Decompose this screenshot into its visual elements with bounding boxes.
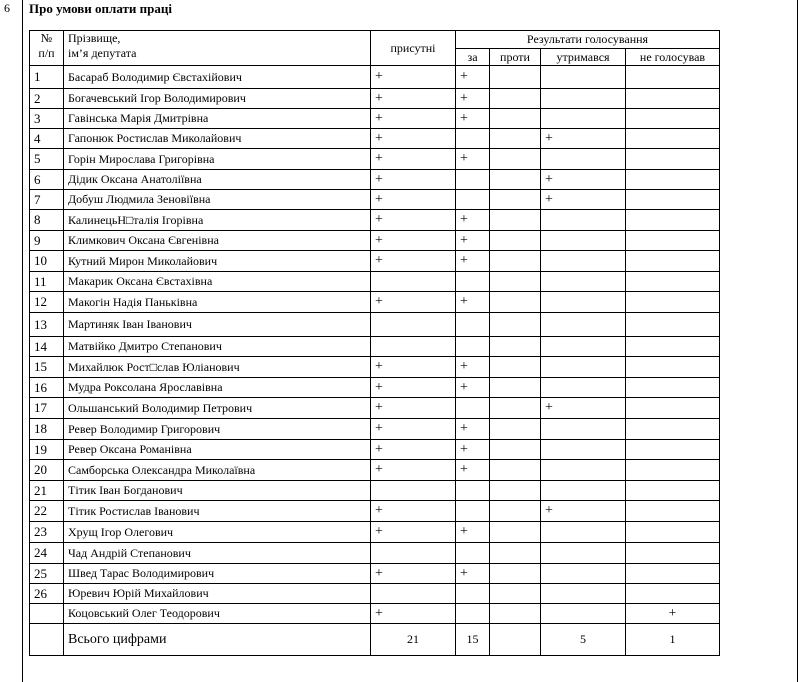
voting-results-table (29, 30, 720, 656)
vote-ne-mark (626, 564, 720, 584)
vote-ne-mark (626, 584, 720, 604)
present-mark: + (371, 398, 456, 419)
table-row (30, 190, 720, 210)
present-mark (371, 337, 456, 357)
table-row (30, 337, 720, 357)
vote-proti-mark (490, 604, 541, 624)
vote-utr-mark (541, 419, 626, 440)
totals-za: 15 (456, 624, 490, 656)
vote-za-mark (456, 501, 490, 522)
header-name-line2: ім’я депутата (68, 46, 137, 60)
vote-ne-mark (626, 66, 720, 89)
present-mark: + (371, 357, 456, 378)
deputy-name: Тітик Ростислав Іванович (64, 501, 371, 522)
vote-ne-mark (626, 501, 720, 522)
vote-ne-mark (626, 292, 720, 313)
row-number: 22 (30, 501, 64, 522)
vote-za-mark (456, 190, 490, 210)
deputy-name: Кутний Мирон Миколайович (64, 251, 371, 272)
vote-ne-mark (626, 337, 720, 357)
vote-za-mark (456, 129, 490, 149)
vote-utr-mark (541, 564, 626, 584)
table-row (30, 501, 720, 522)
row-number: 1 (30, 66, 64, 89)
deputy-name: Гавінська Марія Дмитрівна (64, 109, 371, 129)
table-row (30, 272, 720, 292)
vote-ne-mark (626, 231, 720, 251)
header-proti: проти (490, 49, 541, 66)
vote-ne-mark (626, 129, 720, 149)
vote-proti-mark (490, 460, 541, 481)
row-number: 5 (30, 149, 64, 170)
vote-proti-mark (490, 337, 541, 357)
deputy-name: Мартиняк Іван Іванович (64, 313, 371, 337)
vote-proti-mark (490, 398, 541, 419)
row-number: 14 (30, 337, 64, 357)
vote-utr-mark (541, 584, 626, 604)
row-number: 2 (30, 89, 64, 109)
row-number (30, 604, 64, 624)
row-number: 10 (30, 251, 64, 272)
table-row (30, 89, 720, 109)
vote-ne-mark (626, 190, 720, 210)
row-number: 3 (30, 109, 64, 129)
totals-present: 21 (371, 624, 456, 656)
vote-proti-mark (490, 210, 541, 231)
vote-ne-mark (626, 170, 720, 190)
vote-za-mark (456, 481, 490, 501)
header-ne: не голосував (626, 49, 720, 66)
vote-za-mark: + (456, 522, 490, 543)
deputy-name: Дідик Оксана Анатоліївна (64, 170, 371, 190)
deputy-name: Тітик Іван Богданович (64, 481, 371, 501)
vote-utr-mark (541, 66, 626, 89)
deputy-name: Макогін Надія Паньківна (64, 292, 371, 313)
vote-za-mark: + (456, 231, 490, 251)
present-mark: + (371, 419, 456, 440)
vote-za-mark (456, 604, 490, 624)
header-name (64, 31, 371, 66)
table-row (30, 109, 720, 129)
row-number: 13 (30, 313, 64, 337)
totals-num (30, 624, 64, 656)
vote-utr-mark (541, 337, 626, 357)
vote-utr-mark (541, 357, 626, 378)
present-mark (371, 313, 456, 337)
table-row (30, 543, 720, 564)
present-mark: + (371, 109, 456, 129)
vote-za-mark: + (456, 89, 490, 109)
vote-proti-mark (490, 378, 541, 398)
vote-utr-mark (541, 109, 626, 129)
table-row (30, 66, 720, 89)
table-row (30, 398, 720, 419)
deputy-name: Самборська Олександра Миколаївна (64, 460, 371, 481)
vote-za-mark: + (456, 357, 490, 378)
deputy-name: Швед Тарас Володимирович (64, 564, 371, 584)
header-present: присутні (371, 31, 456, 66)
section-title: Про умови оплати праці (29, 1, 172, 16)
vote-utr-mark: + (541, 170, 626, 190)
row-number: 21 (30, 481, 64, 501)
present-mark: + (371, 66, 456, 89)
vote-utr-mark (541, 272, 626, 292)
deputy-name: Юревич Юрій Михайлович (64, 584, 371, 604)
row-number: 4 (30, 129, 64, 149)
header-num-line1: № (40, 31, 53, 45)
vote-proti-mark (490, 272, 541, 292)
deputy-name: Мудра Роксолана Ярославівна (64, 378, 371, 398)
totals-row (30, 624, 720, 656)
vote-ne-mark (626, 357, 720, 378)
table-row (30, 584, 720, 604)
table-row (30, 564, 720, 584)
vote-za-mark (456, 170, 490, 190)
vote-proti-mark (490, 522, 541, 543)
vote-utr-mark (541, 378, 626, 398)
present-mark (371, 272, 456, 292)
vote-proti-mark (490, 419, 541, 440)
deputy-name: Климкович Оксана Євгенівна (64, 231, 371, 251)
vote-utr-mark (541, 460, 626, 481)
vote-ne-mark (626, 543, 720, 564)
vote-utr-mark: + (541, 190, 626, 210)
deputy-name: Горін Мирослава Григорівна (64, 149, 371, 170)
vote-proti-mark (490, 231, 541, 251)
vote-proti-mark (490, 501, 541, 522)
header-number (30, 31, 64, 66)
table-row (30, 149, 720, 170)
present-mark: + (371, 564, 456, 584)
vote-proti-mark (490, 292, 541, 313)
vote-za-mark: + (456, 251, 490, 272)
deputy-name: Ревер Оксана Романівна (64, 440, 371, 460)
vote-ne-mark (626, 419, 720, 440)
vote-utr-mark (541, 149, 626, 170)
table-row (30, 292, 720, 313)
vote-za-mark: + (456, 292, 490, 313)
totals-proti (490, 624, 541, 656)
vote-utr-mark (541, 543, 626, 564)
vote-proti-mark (490, 129, 541, 149)
header-num-line2: п/п (38, 46, 55, 60)
vote-ne-mark (626, 481, 720, 501)
present-mark: + (371, 501, 456, 522)
table-row (30, 378, 720, 398)
present-mark: + (371, 460, 456, 481)
vote-za-mark: + (456, 66, 490, 89)
table-row (30, 604, 720, 624)
row-number: 19 (30, 440, 64, 460)
vote-ne-mark (626, 251, 720, 272)
table-row (30, 357, 720, 378)
vote-za-mark (456, 398, 490, 419)
vote-proti-mark (490, 109, 541, 129)
vote-utr-mark (541, 231, 626, 251)
present-mark: + (371, 149, 456, 170)
vote-proti-mark (490, 89, 541, 109)
vote-utr-mark (541, 313, 626, 337)
vote-proti-mark (490, 357, 541, 378)
header-utr: утримався (541, 49, 626, 66)
vote-za-mark: + (456, 440, 490, 460)
row-number: 15 (30, 357, 64, 378)
item-number: 6 (4, 1, 10, 15)
vote-za-mark (456, 584, 490, 604)
row-number: 24 (30, 543, 64, 564)
table-body (30, 66, 720, 624)
vote-proti-mark (490, 564, 541, 584)
table-row (30, 460, 720, 481)
vote-za-mark: + (456, 109, 490, 129)
present-mark (371, 481, 456, 501)
vote-proti-mark (490, 170, 541, 190)
present-mark (371, 543, 456, 564)
row-number: 12 (30, 292, 64, 313)
deputy-name: Коцовський Олег Теодорович (64, 604, 371, 624)
row-number: 9 (30, 231, 64, 251)
table-row (30, 522, 720, 543)
vote-ne-mark (626, 109, 720, 129)
row-number: 17 (30, 398, 64, 419)
row-number: 16 (30, 378, 64, 398)
table-row (30, 440, 720, 460)
vote-utr-mark (541, 210, 626, 231)
vote-za-mark: + (456, 460, 490, 481)
row-number: 7 (30, 190, 64, 210)
deputy-name: Михайлюк Рост□слав Юліанович (64, 357, 371, 378)
deputy-name: Ольшанський Володимир Петрович (64, 398, 371, 419)
present-mark: + (371, 89, 456, 109)
present-mark: + (371, 170, 456, 190)
deputy-name: Ревер Володимир Григорович (64, 419, 371, 440)
deputy-name: Хрущ Ігор Олегович (64, 522, 371, 543)
present-mark: + (371, 129, 456, 149)
row-number: 20 (30, 460, 64, 481)
vote-za-mark: + (456, 149, 490, 170)
vote-utr-mark: + (541, 501, 626, 522)
deputy-name: Басараб Володимир Євстахійович (64, 66, 371, 89)
vote-za-mark: + (456, 564, 490, 584)
vote-za-mark (456, 272, 490, 292)
deputy-name: Богачевський Ігор Володимирович (64, 89, 371, 109)
header-za: за (456, 49, 490, 66)
present-mark: + (371, 251, 456, 272)
vote-za-mark (456, 313, 490, 337)
vote-ne-mark (626, 440, 720, 460)
deputy-name: КалинецьН□талія Ігорівна (64, 210, 371, 231)
vote-proti-mark (490, 251, 541, 272)
deputy-name: Добуш Людмила Зеновіївна (64, 190, 371, 210)
table-row (30, 419, 720, 440)
table-row (30, 481, 720, 501)
vote-proti-mark (490, 481, 541, 501)
vote-za-mark: + (456, 210, 490, 231)
vote-ne-mark (626, 398, 720, 419)
vote-ne-mark (626, 210, 720, 231)
vote-utr-mark (541, 89, 626, 109)
row-number: 18 (30, 419, 64, 440)
table-row (30, 210, 720, 231)
vote-proti-mark (490, 543, 541, 564)
table-row (30, 251, 720, 272)
header-name-line1: Прізвище, (68, 31, 121, 45)
vote-utr-mark (541, 251, 626, 272)
vote-ne-mark (626, 149, 720, 170)
row-number: 6 (30, 170, 64, 190)
vote-ne-mark (626, 522, 720, 543)
present-mark: + (371, 292, 456, 313)
vote-utr-mark (541, 481, 626, 501)
table-row (30, 129, 720, 149)
vote-utr-mark (541, 522, 626, 543)
deputy-name: Матвійко Дмитро Степанович (64, 337, 371, 357)
vote-za-mark (456, 337, 490, 357)
totals-label: Всього цифрами (64, 624, 371, 656)
vote-utr-mark: + (541, 129, 626, 149)
row-number: 26 (30, 584, 64, 604)
vote-ne-mark (626, 378, 720, 398)
present-mark: + (371, 378, 456, 398)
vote-utr-mark: + (541, 398, 626, 419)
vote-utr-mark (541, 604, 626, 624)
deputy-name: Макарик Оксана Євстахівна (64, 272, 371, 292)
table-row (30, 170, 720, 190)
vote-proti-mark (490, 584, 541, 604)
vote-ne-mark (626, 460, 720, 481)
vote-proti-mark (490, 190, 541, 210)
vote-ne-mark (626, 272, 720, 292)
present-mark: + (371, 522, 456, 543)
header-results: Результати голосування (456, 31, 720, 49)
vote-za-mark (456, 543, 490, 564)
vote-utr-mark (541, 440, 626, 460)
vote-za-mark: + (456, 419, 490, 440)
vote-ne-mark (626, 313, 720, 337)
present-mark (371, 584, 456, 604)
present-mark: + (371, 440, 456, 460)
vote-ne-mark: + (626, 604, 720, 624)
table-row (30, 231, 720, 251)
vote-ne-mark (626, 89, 720, 109)
deputy-name: Чад Андрій Степанович (64, 543, 371, 564)
deputy-name: Гапонюк Ростислав Миколайович (64, 129, 371, 149)
totals-utr: 5 (541, 624, 626, 656)
vote-za-mark: + (456, 378, 490, 398)
vote-proti-mark (490, 440, 541, 460)
present-mark: + (371, 190, 456, 210)
vote-utr-mark (541, 292, 626, 313)
vote-proti-mark (490, 149, 541, 170)
present-mark: + (371, 231, 456, 251)
present-mark: + (371, 210, 456, 231)
totals-ne: 1 (626, 624, 720, 656)
row-number: 25 (30, 564, 64, 584)
vote-proti-mark (490, 66, 541, 89)
vote-proti-mark (490, 313, 541, 337)
table-row (30, 313, 720, 337)
row-number: 11 (30, 272, 64, 292)
row-number: 23 (30, 522, 64, 543)
row-number: 8 (30, 210, 64, 231)
present-mark: + (371, 604, 456, 624)
